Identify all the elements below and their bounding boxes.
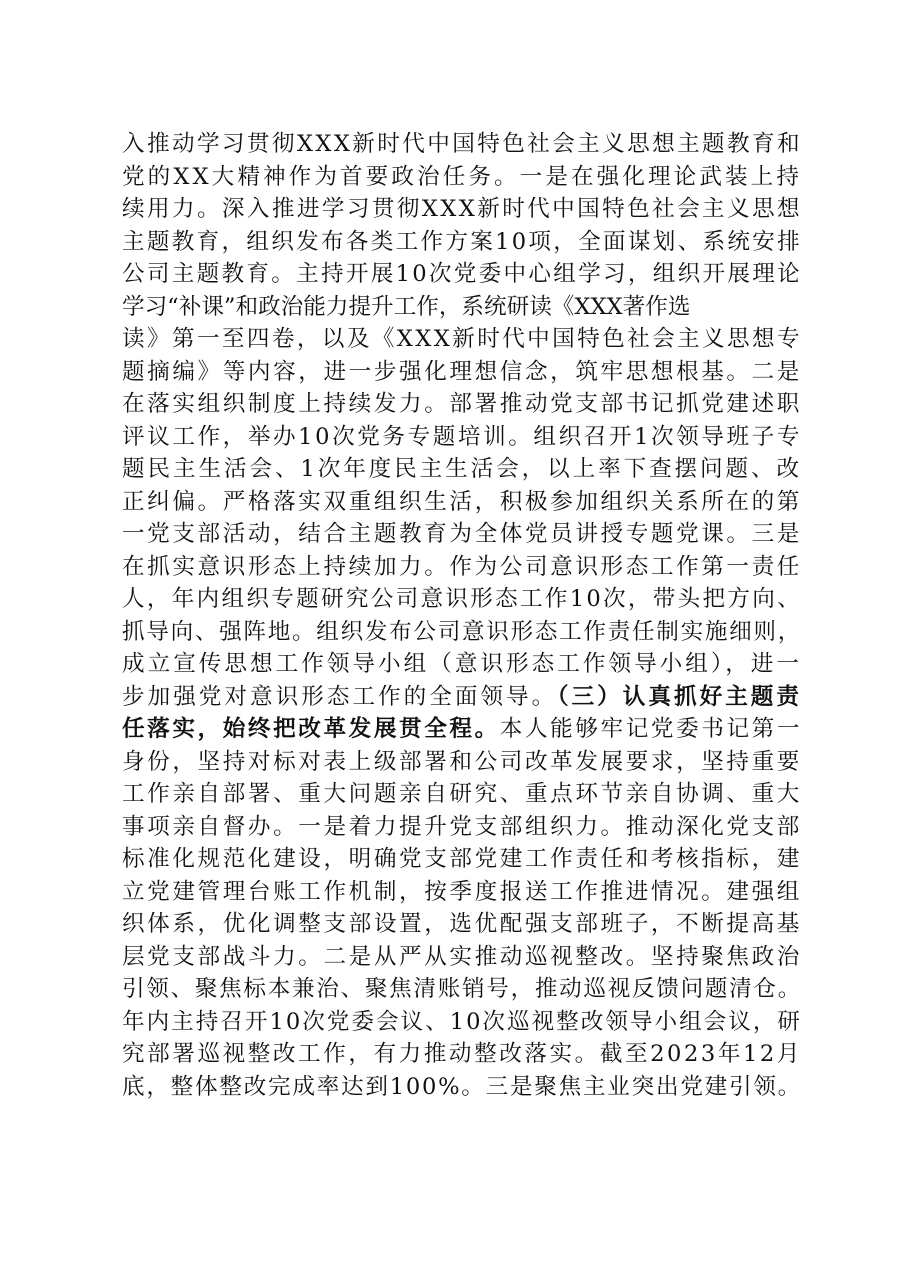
text-line-11: 题民主生活会、1次年度民主生活会，以上率下查摆问题、改 bbox=[122, 456, 803, 482]
text-line-27: 引领、聚焦标本兼治、聚焦清账销号，推动巡视反馈问题清仓。 bbox=[122, 976, 803, 1002]
text-line-26: 层党支部战斗力。二是从严从实推动巡视整改。坚持聚焦政治 bbox=[122, 943, 802, 970]
text-line-15: 人，年内组织专题研究公司意识形态工作10次，带头把方向、 bbox=[122, 586, 802, 612]
text-line-18-normal: 步加强党对意识形态工作的全面领导。 bbox=[122, 683, 558, 710]
body-text bbox=[122, 128, 802, 1103]
text-line-4: 主题教育，组织发布各类工作方案10项，全面谋划、系统安排 bbox=[122, 228, 802, 255]
text-line-2: 党的XX大精神作为首要政治任务。一是在强化理论武装上持 bbox=[122, 163, 802, 190]
text-line-20: 身份，坚持对标对表上级部署和公司改革发展要求，坚持重要 bbox=[122, 748, 802, 775]
text-line-21: 工作亲自部署、重大问题亲自研究、重点环节亲自协调、重大 bbox=[122, 781, 802, 807]
text-line-5: 公司主题教育。主持开展10次党委中心组学习，组织开展理论 bbox=[122, 261, 802, 287]
text-line-30: 底，整体整改完成率达到100%。三是聚焦主业突出党建引领。 bbox=[122, 1073, 803, 1100]
section-heading-part-1: （三）认真抓好主题责 bbox=[557, 683, 803, 710]
text-line-12: 正纠偏。严格落实双重组织生活，积极参加组织关系所在的第 bbox=[122, 488, 802, 515]
text-line-19-normal: 本人能够牢记党委书记第一 bbox=[499, 716, 802, 742]
text-line-29: 究部署巡视整改工作，有力推动整改落实。截至2023年12月 bbox=[122, 1041, 802, 1067]
text-line-7: 读》第一至四卷，以及《XXX新时代中国特色社会主义思想专 bbox=[122, 326, 802, 352]
text-line-14: 在抓实意识形态上持续加力。作为公司意识形态工作第一责任 bbox=[122, 553, 802, 580]
text-line-8: 题摘编》等内容，进一步强化理想信念，筑牢思想根基。二是 bbox=[122, 358, 802, 385]
text-line-16: 抓导向、强阵地。组织发布公司意识形态工作责任制实施细则， bbox=[122, 618, 803, 645]
text-line-19 bbox=[122, 713, 802, 746]
text-line-24: 立党建管理台账工作机制，按季度报送工作推进情况。建强组 bbox=[122, 878, 802, 905]
section-heading-part-2: 任落实，始终把改革发展贯全程。 bbox=[122, 716, 500, 742]
text-line-22: 事项亲自督办。一是着力提升党支部组织力。推动深化党支部 bbox=[122, 813, 802, 840]
text-line-23: 标准化规范化建设，明确党支部党建工作责任和考核指标，建 bbox=[122, 846, 802, 872]
text-line-25: 织体系，优化调整支部设置，选优配强支部班子，不断提高基 bbox=[122, 911, 802, 937]
text-line-10: 评议工作，举办10次党务专题培训。组织召开1次领导班子专 bbox=[122, 423, 803, 450]
text-line-13: 一党支部活动，结合主题教育为全体党员讲授专题党课。三是 bbox=[122, 521, 802, 547]
text-line-17: 成立宣传思想工作领导小组（意识形态工作领导小组），进一 bbox=[122, 651, 803, 677]
text-line-6: 学习“补课”和政治能力提升工作，系统研读《XXX著作选 bbox=[122, 293, 691, 320]
text-line-18 bbox=[122, 681, 802, 714]
text-line-1: 入推动学习贯彻XXX新时代中国特色社会主义思想主题教育和 bbox=[122, 131, 802, 157]
text-line-9: 在落实组织制度上持续发力。部署推动党支部书记抓党建述职 bbox=[122, 391, 802, 417]
text-line-28: 年内主持召开10次党委会议、10次巡视整改领导小组会议，研 bbox=[122, 1008, 802, 1035]
text-line-3: 续用力。深入推进学习贯彻XXX新时代中国特色社会主义思想 bbox=[122, 196, 802, 222]
